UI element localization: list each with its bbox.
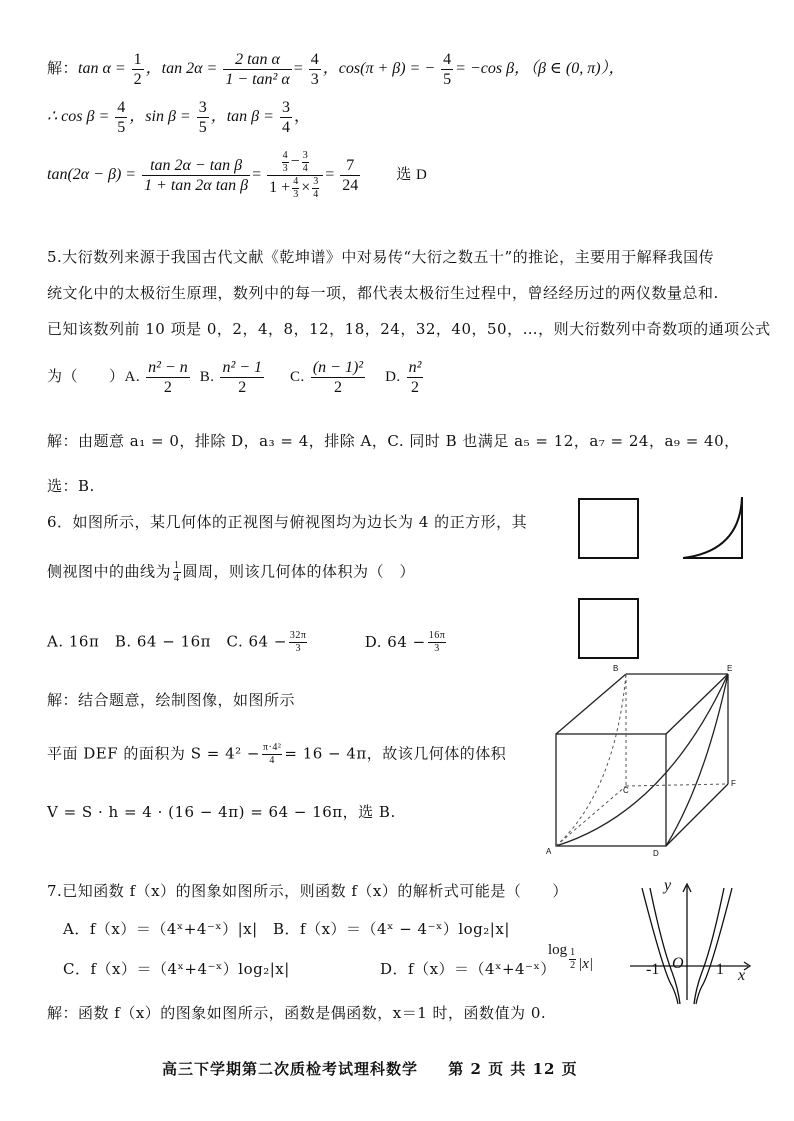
sol6-line2: 平面 DEF 的面积为 S = 4² − $\frac{\text{π·4²}}{4}$ = 16 − 4π，故该几何体的体积 — [47, 742, 507, 766]
graph-y-label: y — [664, 877, 672, 894]
q5-text-line3: 已知该数列前 10 项是 0，2，4，8，12，18，24，32，40，50，…，则大衍数列中奇数项的通项公式 — [47, 320, 771, 338]
sol6-line3: V = S · h = 4 · (16 − 4π) = 64 − 16π，选 B. — [47, 803, 396, 821]
footer-page-number: 第 2 页 共 12 页 — [448, 1060, 578, 1078]
page-footer — [162, 1058, 578, 1079]
sol5-line1: 解：由题意 a₁ = 0，排除 D，a₃ = 4，排除 A，C. 同时 B 也满足 a₅ = 12，a₇ = 24，a₉ = 40， — [47, 432, 740, 450]
q7-option-d: D．f（x）＝（4ˣ+4⁻ˣ） — [380, 960, 556, 978]
cube-label-b: B — [613, 664, 619, 673]
top-view-square — [578, 598, 640, 660]
graph-one-label: 1 — [716, 961, 724, 978]
footer-title: 高三下学期第二次质检考试理科数学 — [162, 1060, 419, 1078]
cube-label-a: A — [546, 847, 552, 856]
solution-q4-line2: ∴ cos β = $\frac{4}{5}$ ，sin β = $\frac{3}{5}$ ，tan β = $\frac{3}{4}$ ， — [47, 99, 310, 136]
q5-text-line1: 5.大衍数列来源于我国古代文献《乾坤谱》中对易传“大衍之数五十”的推论，主要用于解释我国传 — [47, 248, 715, 266]
nested-fraction: $\frac{4}{3}$ − $\frac{3}{4}$ 1 + $\frac{4}{3}$ × $\frac{3}{4}$ — [267, 150, 323, 201]
answer-choice: 选 D — [396, 167, 428, 184]
cube-label-f: F — [731, 779, 736, 788]
function-graph — [628, 876, 758, 1006]
solution-q4-line1: 解：tan α = $\frac{1}{2}$ ，tan 2α = $\frac{\text{2 tan α}}{\text{1 − tan² α}}$ = $\frac{4}{3}$ ，cos(π + β) = − $\frac{4}{5}$ = −cos β，（β ∈ (0, π)）， — [47, 51, 625, 88]
q7-option-d-log: log $\frac{1}{2}$ |x| — [548, 942, 594, 972]
cube-diagram — [545, 662, 745, 858]
graph-neg1-label: -1 — [646, 961, 660, 978]
solution-q4-line3: tan(2α − β) = $\frac{\text{tan 2α − tan β}}{\text{1 + tan 2α tan β}}$ = $\frac{4}{3}$ − $\frac{3}{4}$ 1 + $\frac{4}{3}$ × $\frac{3}{4}$ = $\frac{7}{24}$ 选 D — [47, 150, 428, 200]
cube-label-e: E — [727, 664, 733, 673]
q6-text-line1: 6．如图所示，某几何体的正视图与俯视图均为边长为 4 的正方形，其 — [47, 513, 528, 531]
front-view-square — [578, 498, 640, 560]
q7-option-b: B．f（x）＝（4ˣ − 4⁻ˣ）log₂|x| — [273, 920, 510, 938]
q5-options: 为（ ）A. $\frac{\text{n² − n}}{2}$ B. $\frac{\text{n² − 1}}{2}$ C. $\frac{\text{(n − 1)²}}{2}$ D. $\frac{\text{n²}}{2}$ — [47, 359, 422, 396]
side-view-quarter-curve — [682, 496, 744, 560]
q5-text-line2: 统文化中的太极衍生原理，数列中的每一项，都代表太极衍生过程中，曾经经历过的两仪数量总和. — [47, 284, 719, 302]
q7-option-a: A．f（x）＝（4ˣ+4⁻ˣ）|x| — [63, 920, 258, 938]
sol6-line1: 解：结合题意，绘制图像，如图所示 — [47, 691, 296, 709]
cube-label-d: D — [653, 849, 659, 858]
q7-option-c: C．f（x）＝（4ˣ+4⁻ˣ）log₂|x| — [63, 960, 290, 978]
graph-x-label: x — [738, 967, 746, 984]
q6-options: A. 16π B. 64 − 16π C. 64 − $\frac{32\pi}{3}$ D. 64 − $\frac{16\pi}{3}$ — [47, 630, 446, 654]
q7-text-line1: 7.已知函数 f（x）的图象如图所示，则函数 f（x）的解析式可能是（ ） — [47, 882, 568, 900]
sol7-line1: 解：函数 f（x）的图象如图所示，函数是偶函数，x＝1 时，函数值为 0. — [47, 1004, 547, 1022]
q6-text-line2: 侧视图中的曲线为 $\frac{1}{4}$ 圆周，则该几何体的体积为（ ） — [47, 560, 416, 584]
cube-label-c: C — [623, 786, 629, 795]
sol5-line2: 选：B. — [47, 477, 95, 495]
graph-origin-label: O — [672, 955, 684, 972]
